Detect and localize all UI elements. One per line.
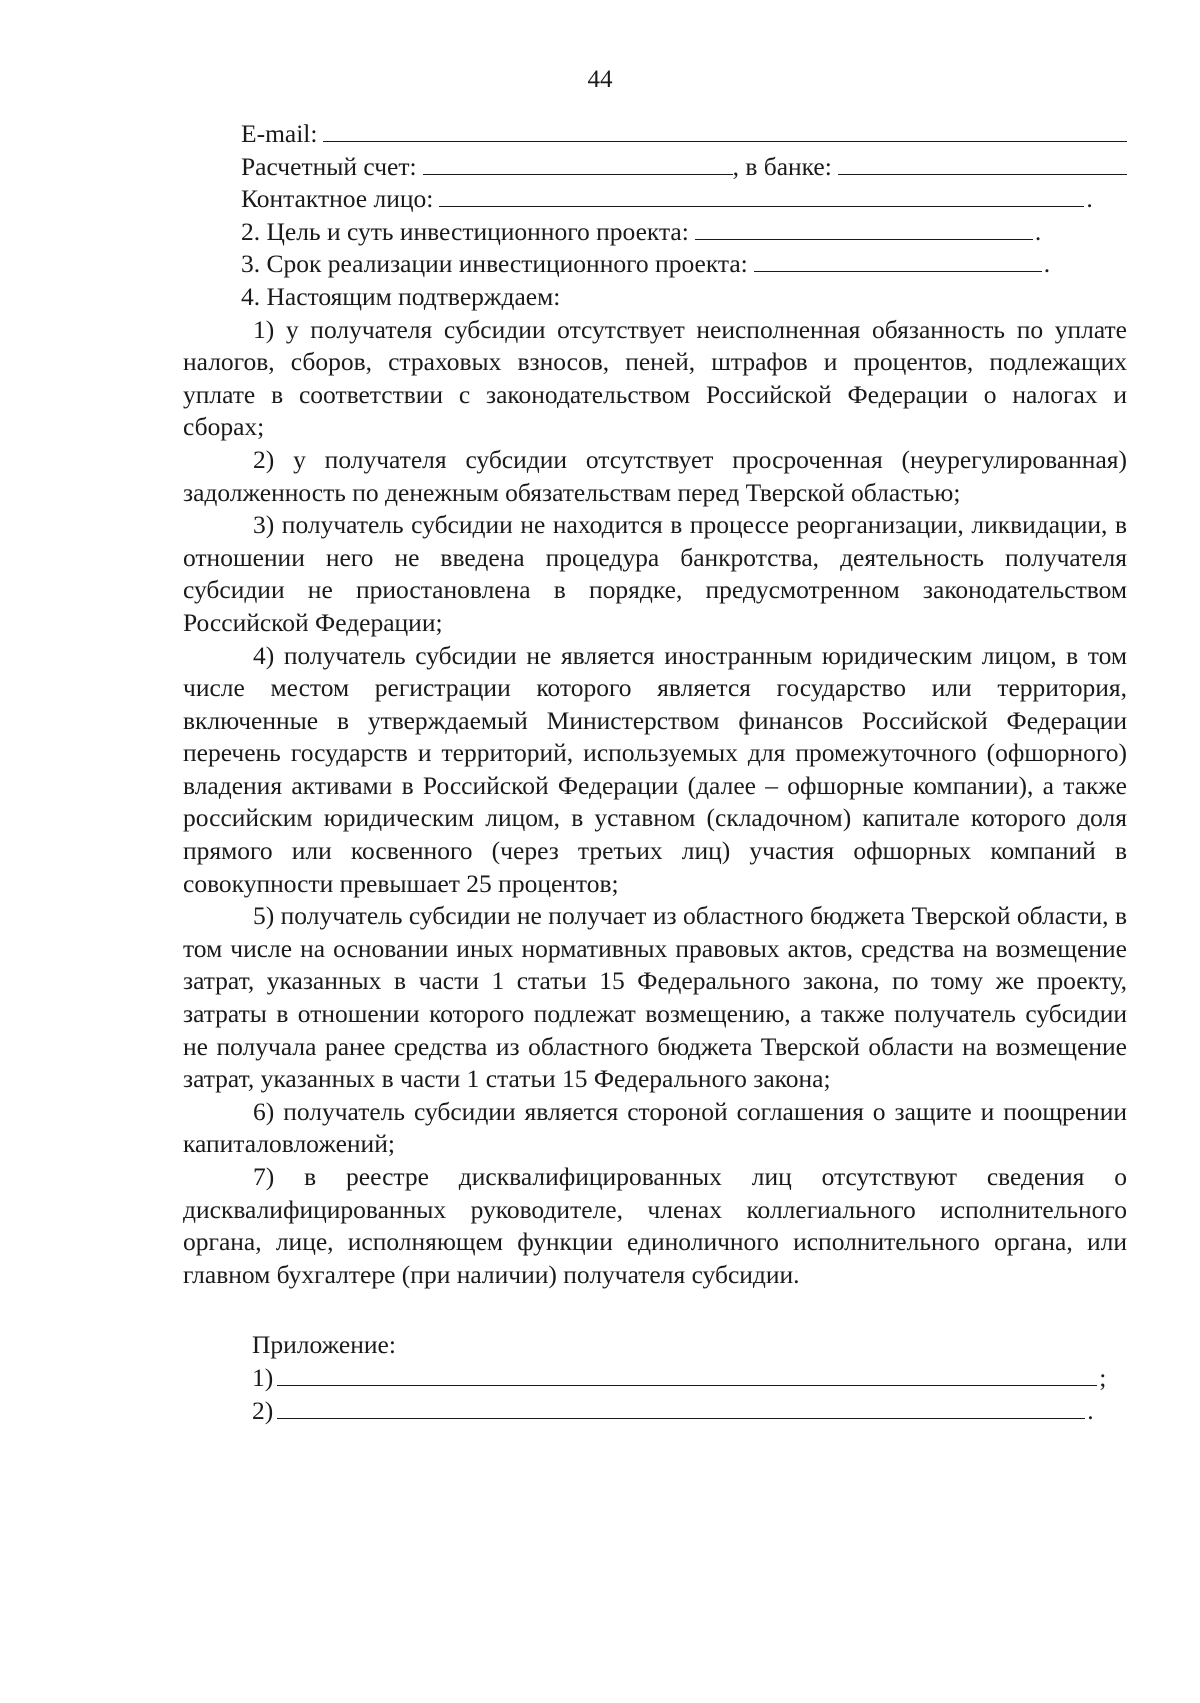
contact-label: Контактное лицо: xyxy=(241,184,434,214)
goal-end: . xyxy=(1034,216,1042,246)
email-field-row xyxy=(183,118,1127,151)
term-blank xyxy=(754,249,1042,272)
confirm-item-2: 2) у получателя субсидии отсутствует просроченная (неурегулированная) задолженность по денежным обязательствам перед Тверской областью; xyxy=(183,444,1127,507)
account-label: Расчетный счет: xyxy=(241,151,417,181)
appendix-item-end: . xyxy=(1087,1395,1094,1425)
confirm-item-1: 1) у получателя субсидии отсутствует неисполненная обязанность по уплате налогов, сборов, страховых взносов, пеней, штрафов и процентов, подлежащих уплате в соответствии с законодательством Российской Федерации о налогах и сборах; xyxy=(183,314,1127,442)
appendix-item-blank xyxy=(277,1363,1097,1386)
document-body xyxy=(183,118,1127,1427)
appendix-item-1 xyxy=(252,1362,1127,1395)
term-field-row xyxy=(183,248,1127,281)
goal-blank xyxy=(695,217,1033,240)
appendix-item-end: ; xyxy=(1099,1362,1107,1392)
term-label: 3. Срок реализации инвестиционного проекта: xyxy=(241,249,748,279)
page-number: 44 xyxy=(587,66,613,93)
bank-label: , в банке: xyxy=(732,151,832,181)
confirm-item-5: 5) получатель субсидии не получает из областного бюджета Тверской области, в том числе на основании иных нормативных правовых актов, средства на возмещение затрат, указанных в части 1 статьи 15 Федерального закона, по тому же проекту, затраты в отношении которого подлежат возмещению, а также получатель субсидии не получала ранее средства из областного бюджета Тверской области на возмещение затрат, указанных в части 1 статьи 15 Федерального закона; xyxy=(183,901,1127,1094)
term-end: . xyxy=(1043,249,1051,279)
appendix-title: Приложение: xyxy=(252,1330,396,1360)
confirm-heading: 4. Настоящим подтверждаем: xyxy=(241,281,561,311)
goal-field-row xyxy=(183,216,1127,249)
email-blank xyxy=(323,119,1127,142)
contact-field-row xyxy=(183,183,1127,216)
appendix-item-2 xyxy=(252,1395,1127,1428)
confirm-item-7: 7) в реестре дисквалифицированных лиц отсутствуют сведения о дисквалифицированных руководителе, членах коллегиального исполнительного органа, лице, исполняющем функции единоличного исполнительного органа, или главном бухгалтере (при наличии) получателя субсидии. xyxy=(183,1162,1127,1289)
account-field-row xyxy=(183,151,1127,184)
confirm-item-3: 3) получатель субсидии не находится в процессе реорганизации, ликвидации, в отношении него не введена процедура банкротства, деятельность получателя субсидии не приостановлена в порядке, предусмотренном законодательством Российской Федерации; xyxy=(183,510,1127,637)
appendix-item-number: 1) xyxy=(252,1362,274,1392)
contact-blank xyxy=(439,184,1084,207)
appendix-item-blank xyxy=(277,1396,1085,1419)
appendix-item-number: 2) xyxy=(252,1395,274,1425)
contact-end: . xyxy=(1086,184,1093,214)
confirm-item-4: 4) получатель субсидии не является иностранным юридическим лицом, в том числе местом регистрации которого является государство или территория, включенные в утверждаемый Министерством финансов Российской Федерации перечень государств и территорий, используемых для промежуточного (офшорного) владения активами в Российской Федерации (далее – офшорные компании), а также российским юридическим лицом, в уставном (складочном) капитале которого доля прямого или косвенного (через третьих лиц) участия офшорных компаний в совокупности превышает 25 процентов; xyxy=(183,640,1127,898)
goal-label: 2. Цель и суть инвестиционного проекта: xyxy=(241,216,689,246)
email-label: E-mail: xyxy=(241,119,318,148)
appendix-section xyxy=(183,1329,1127,1427)
account-blank xyxy=(423,152,733,175)
bank-blank xyxy=(838,152,1127,175)
confirm-item-6: 6) получатель субсидии является стороной соглашения о защите и поощрении капиталовложений; xyxy=(183,1096,1127,1159)
